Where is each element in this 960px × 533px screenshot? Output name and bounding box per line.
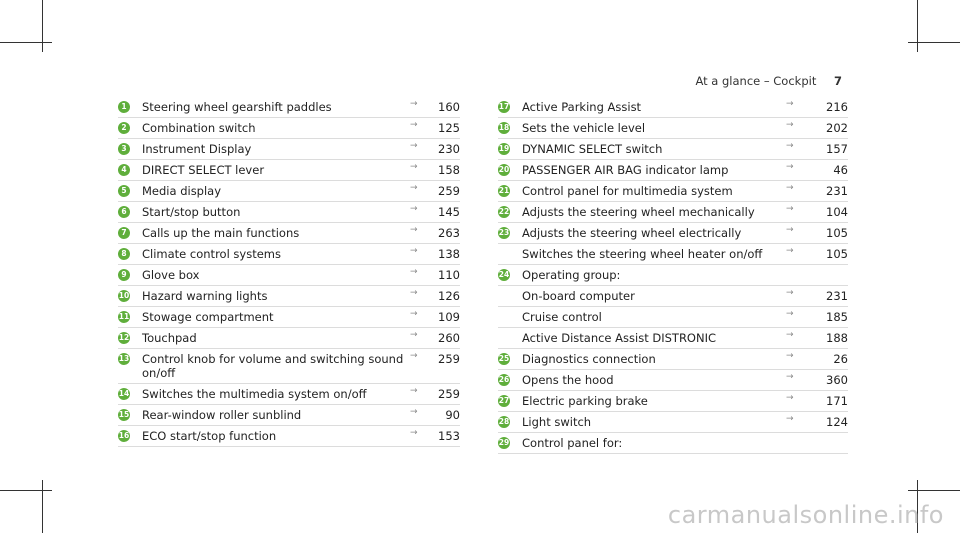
item-number-badge: 12 xyxy=(118,333,130,342)
page-reference[interactable]: 145 xyxy=(438,205,460,219)
item-number-badge: 24 xyxy=(498,270,510,279)
list-item xyxy=(498,349,848,370)
arrow-right-icon: → xyxy=(786,162,794,172)
arrow-right-icon: → xyxy=(786,141,794,151)
item-number-badge: 25 xyxy=(498,354,510,363)
item-label: Steering wheel gearshift paddles xyxy=(142,100,332,114)
item-number-badge: 15 xyxy=(118,410,130,419)
number-cell xyxy=(498,202,522,218)
page-reference[interactable]: 185 xyxy=(826,310,848,324)
item-number-badge: 17 xyxy=(498,102,510,111)
number-cell xyxy=(498,433,522,449)
item-label: Active Distance Assist DISTRONIC xyxy=(522,331,717,345)
item-number-badge: 22 xyxy=(498,207,510,216)
number-cell xyxy=(498,223,522,239)
item-label: Rear-window roller sunblind xyxy=(142,408,302,422)
arrow-right-icon: → xyxy=(410,120,418,130)
item-number-badge: 11 xyxy=(118,312,130,321)
item-label: Start/stop button xyxy=(142,205,241,219)
number-cell xyxy=(118,265,142,281)
item-number-badge: 4 xyxy=(118,164,130,176)
page-reference[interactable]: 90 xyxy=(445,408,460,422)
page-reference[interactable]: 46 xyxy=(833,163,848,177)
item-label: Opens the hood xyxy=(522,373,614,387)
item-number-badge: 14 xyxy=(118,389,130,398)
list-item xyxy=(118,384,460,405)
list-item xyxy=(118,139,460,160)
list-item xyxy=(498,265,848,286)
list-item xyxy=(118,118,460,139)
page-reference[interactable]: 360 xyxy=(826,373,848,387)
item-label: Sets the vehicle level xyxy=(522,121,646,135)
item-number-badge: 13 xyxy=(118,354,130,363)
number-cell xyxy=(498,328,522,332)
number-cell xyxy=(118,426,142,442)
list-item xyxy=(118,286,460,307)
page-header xyxy=(695,74,842,88)
arrow-right-icon: → xyxy=(410,267,418,277)
item-label: Combination switch xyxy=(142,121,256,135)
arrow-right-icon: → xyxy=(786,330,794,340)
item-label: Adjusts the steering wheel mechanically xyxy=(522,205,755,219)
arrow-right-icon: → xyxy=(786,372,794,382)
number-cell xyxy=(498,118,522,134)
item-number-badge: 18 xyxy=(498,123,510,132)
number-cell xyxy=(498,307,522,311)
item-label: Diagnostics connection xyxy=(522,352,656,366)
number-cell xyxy=(498,412,522,428)
item-label: Cruise control xyxy=(522,310,602,324)
page-reference[interactable]: 105 xyxy=(826,226,848,240)
arrow-right-icon: → xyxy=(410,183,418,193)
number-cell xyxy=(118,118,142,134)
watermark: carmanualsonline.info xyxy=(667,501,944,529)
crop-mark xyxy=(908,490,960,491)
arrow-right-icon: → xyxy=(410,351,418,361)
page-reference[interactable]: 259 xyxy=(438,352,460,366)
item-label: Touchpad xyxy=(142,331,197,345)
number-cell xyxy=(118,223,142,239)
list-item xyxy=(118,265,460,286)
item-number-badge: 9 xyxy=(118,269,130,281)
number-cell xyxy=(498,244,522,248)
page-reference[interactable]: 260 xyxy=(438,331,460,345)
page-reference[interactable]: 158 xyxy=(438,163,460,177)
number-cell xyxy=(118,97,142,113)
number-cell xyxy=(118,139,142,155)
item-label: Control knob for volume and switching sound on/off xyxy=(142,352,404,380)
item-number-badge: 16 xyxy=(118,431,130,440)
crop-mark xyxy=(0,490,52,491)
arrow-right-icon: → xyxy=(410,99,418,109)
item-number-badge: 3 xyxy=(118,143,130,155)
list-item xyxy=(498,139,848,160)
list-item xyxy=(498,160,848,181)
arrow-right-icon: → xyxy=(786,414,794,424)
number-cell xyxy=(498,391,522,407)
list-item xyxy=(498,244,848,265)
page-number: 7 xyxy=(833,74,842,88)
page-reference[interactable]: 259 xyxy=(438,387,460,401)
arrow-right-icon: → xyxy=(410,246,418,256)
item-number-badge: 29 xyxy=(498,438,510,447)
item-number-badge: 26 xyxy=(498,375,510,384)
page-reference[interactable]: 153 xyxy=(438,429,460,443)
number-cell xyxy=(118,160,142,176)
list-item xyxy=(498,412,848,433)
item-label: Glove box xyxy=(142,268,200,282)
page-reference[interactable] xyxy=(796,265,848,268)
arrow-right-icon: → xyxy=(410,288,418,298)
right-item-list xyxy=(498,97,848,454)
page-reference[interactable]: 26 xyxy=(833,352,848,366)
list-item xyxy=(498,370,848,391)
number-cell xyxy=(118,384,142,400)
item-label: Calls up the main functions xyxy=(142,226,300,240)
page-reference[interactable]: 125 xyxy=(438,121,460,135)
list-item xyxy=(498,118,848,139)
number-cell xyxy=(118,405,142,421)
item-label: ECO start/stop function xyxy=(142,429,277,443)
number-cell xyxy=(498,181,522,197)
crop-mark xyxy=(42,480,43,533)
arrow-right-icon: → xyxy=(786,288,794,298)
item-label: Control panel for: xyxy=(522,436,623,450)
page-reference[interactable]: 231 xyxy=(826,184,848,198)
list-item xyxy=(498,391,848,412)
page-reference[interactable]: 231 xyxy=(826,289,848,303)
list-item xyxy=(498,97,848,118)
list-item xyxy=(498,328,848,349)
number-cell xyxy=(118,244,142,260)
list-item xyxy=(118,223,460,244)
item-label: Stowage compartment xyxy=(142,310,274,324)
item-label: Media display xyxy=(142,184,222,198)
page-reference[interactable]: 104 xyxy=(826,205,848,219)
page-reference[interactable]: 259 xyxy=(438,184,460,198)
arrow-right-icon: → xyxy=(786,183,794,193)
crop-mark xyxy=(0,42,52,43)
arrow-right-icon: → xyxy=(786,309,794,319)
page-reference[interactable]: 157 xyxy=(826,142,848,156)
page-reference[interactable]: 105 xyxy=(826,247,848,261)
number-cell xyxy=(118,328,142,344)
list-item xyxy=(498,286,848,307)
left-item-list xyxy=(118,97,460,447)
list-item xyxy=(118,181,460,202)
list-item xyxy=(118,307,460,328)
arrow-right-icon: → xyxy=(410,386,418,396)
page-reference[interactable]: 110 xyxy=(438,268,460,282)
item-label: Switches the multimedia system on/off xyxy=(142,387,367,401)
arrow-right-icon: → xyxy=(410,204,418,214)
page-reference[interactable]: 171 xyxy=(826,394,848,408)
arrow-right-icon: → xyxy=(410,407,418,417)
number-cell xyxy=(498,160,522,176)
list-item xyxy=(498,181,848,202)
number-cell xyxy=(498,286,522,290)
item-label: Light switch xyxy=(522,415,592,429)
item-label: Electric parking brake xyxy=(522,394,648,408)
item-label: Instrument Display xyxy=(142,142,252,156)
item-number-badge: 6 xyxy=(118,206,130,218)
item-label: Switches the steering wheel heater on/off xyxy=(522,247,763,261)
page-reference[interactable]: 263 xyxy=(438,226,460,240)
list-item xyxy=(498,202,848,223)
page-reference[interactable]: 124 xyxy=(826,415,848,429)
arrow-right-icon: → xyxy=(786,351,794,361)
list-item xyxy=(118,97,460,118)
item-label: On-board computer xyxy=(522,289,635,303)
arrow-right-icon: → xyxy=(410,309,418,319)
page-reference[interactable]: 216 xyxy=(826,100,848,114)
crop-mark xyxy=(42,0,43,52)
number-cell xyxy=(118,286,142,302)
item-label: Control panel for multimedia system xyxy=(522,184,733,198)
crop-mark xyxy=(917,0,918,52)
number-cell xyxy=(498,97,522,113)
arrow-right-icon: → xyxy=(410,330,418,340)
arrow-right-icon: → xyxy=(410,428,418,438)
page-reference[interactable]: 188 xyxy=(826,331,848,345)
arrow-right-icon: → xyxy=(786,393,794,403)
list-item xyxy=(118,349,460,384)
list-item xyxy=(118,202,460,223)
list-item xyxy=(118,405,460,426)
arrow-right-icon: → xyxy=(786,120,794,130)
page-reference[interactable]: 230 xyxy=(438,142,460,156)
number-cell xyxy=(498,349,522,365)
arrow-right-icon: → xyxy=(410,141,418,151)
arrow-right-icon: → xyxy=(786,225,794,235)
item-number-badge: 10 xyxy=(118,291,130,300)
arrow-right-icon: → xyxy=(410,162,418,172)
page-reference[interactable]: 160 xyxy=(438,100,460,114)
item-label: DYNAMIC SELECT switch xyxy=(522,142,663,156)
item-number-badge: 20 xyxy=(498,165,510,174)
item-label: DIRECT SELECT lever xyxy=(142,163,265,177)
item-label: Active Parking Assist xyxy=(522,100,642,114)
item-number-badge: 7 xyxy=(118,227,130,239)
list-item xyxy=(498,307,848,328)
arrow-right-icon: → xyxy=(410,225,418,235)
number-cell xyxy=(498,370,522,386)
item-label: PASSENGER AIR BAG indicator lamp xyxy=(522,163,729,177)
item-label: Hazard warning lights xyxy=(142,289,268,303)
number-cell xyxy=(498,139,522,155)
page-reference[interactable]: 138 xyxy=(438,247,460,261)
number-cell xyxy=(118,181,142,197)
crop-mark xyxy=(908,42,960,43)
list-item xyxy=(118,426,460,447)
list-item xyxy=(118,160,460,181)
item-number-badge: 5 xyxy=(118,185,130,197)
item-number-badge: 19 xyxy=(498,144,510,153)
list-item xyxy=(498,433,848,454)
list-item xyxy=(118,328,460,349)
number-cell xyxy=(118,307,142,323)
section-title: At a glance – Cockpit xyxy=(695,74,817,88)
arrow-right-icon: → xyxy=(786,99,794,109)
item-label: Operating group: xyxy=(522,268,621,282)
page-reference[interactable] xyxy=(796,433,848,436)
arrow-right-icon: → xyxy=(786,246,794,256)
page-reference[interactable]: 126 xyxy=(438,289,460,303)
page-reference[interactable]: 109 xyxy=(438,310,460,324)
item-label: Climate control systems xyxy=(142,247,281,261)
item-number-badge: 21 xyxy=(498,186,510,195)
list-item xyxy=(498,223,848,244)
item-number-badge: 28 xyxy=(498,417,510,426)
number-cell xyxy=(118,202,142,218)
item-number-badge: 2 xyxy=(118,122,130,134)
item-label: Adjusts the steering wheel electrically xyxy=(522,226,742,240)
number-cell xyxy=(498,265,522,281)
item-number-badge: 23 xyxy=(498,228,510,237)
item-number-badge: 27 xyxy=(498,396,510,405)
list-item xyxy=(118,244,460,265)
page-reference[interactable]: 202 xyxy=(826,121,848,135)
item-number-badge: 1 xyxy=(118,101,130,113)
number-cell xyxy=(118,349,142,365)
arrow-right-icon: → xyxy=(786,204,794,214)
item-number-badge: 8 xyxy=(118,248,130,260)
